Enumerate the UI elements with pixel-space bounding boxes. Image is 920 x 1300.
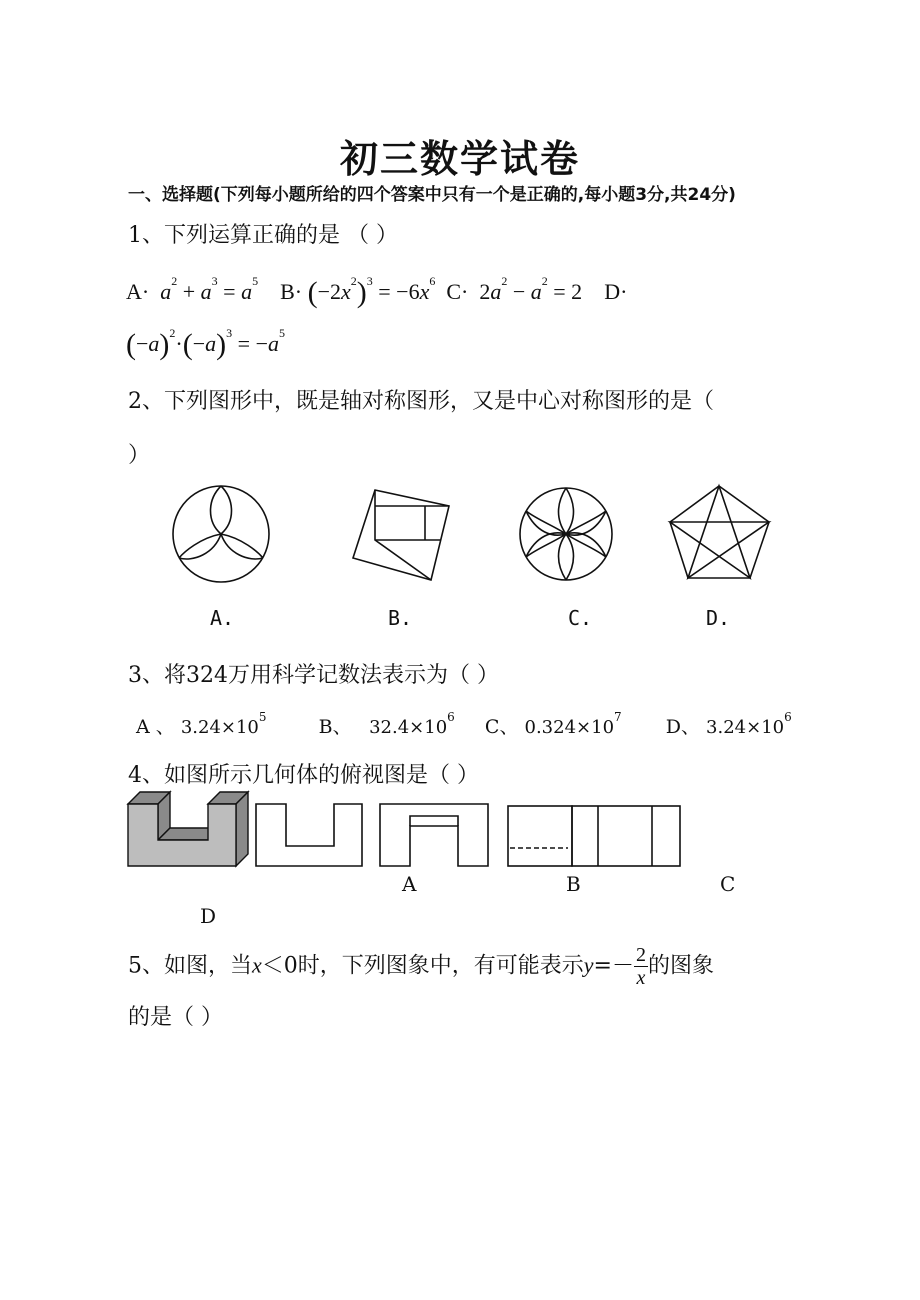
view-u-open-top [256,804,362,866]
question-5-stem-cont: 的是（ ） [128,1005,223,1030]
option-b-value: $32.4\times 10^6$ [369,710,455,738]
section-heading: 一、选择题(下列每小题所给的四个答案中只有一个是正确的,每小题3分,共24分) [128,185,736,205]
option-d-label: D· [604,279,628,304]
view-d-label: D [200,904,217,928]
question-2-stem-cont: ） [128,443,151,468]
solid-u-block [128,792,248,866]
question-3-stem: 3、将324万用科学记数法表示为（ ） [128,663,499,688]
figure-c-circle-six-petals [520,488,612,580]
view-b-label: B [566,872,581,896]
question-4-figures [126,788,686,870]
option-b-label: B· [280,279,303,304]
figure-c-label: C. [568,606,593,630]
view-c-label: C [720,872,736,896]
question-3-options-row [136,712,792,739]
option-d-value: $3.24\times 10^6$ [706,710,792,738]
option-a-label: A· [126,279,150,304]
option-b-expression: $(-2x^2)^3 = -6x^6$ [307,274,436,309]
figure-a-label: A. [210,606,235,630]
figure-b-label: B. [388,606,413,630]
figure-b-square-in-quad [353,490,449,580]
view-option-a [380,804,488,866]
option-c-expression: $2a^2 - a^2 = 2$ [473,274,583,304]
option-c-label: C· [446,279,469,304]
view-option-c [572,806,680,866]
option-a-expression: $a^2 + a^3 = a^5$ [160,274,259,304]
question-2-stem: 2、下列图形中，既是轴对称图形，又是中心对称图形的是（ [128,389,714,414]
question-4-stem: 4、如图所示几何体的俯视图是（ ） [128,763,479,788]
option-c-label: C、 [484,716,519,738]
option-d-label: D、 [665,716,700,738]
figure-d-label: D. [706,606,731,630]
question-1-stem: 1、下列运算正确的是 （ ） [128,223,398,248]
question-1-options-row [126,276,627,310]
option-c-value: $0.324\times 10^7$ [524,710,622,738]
figure-d-pentagon-star [670,486,769,578]
question-2-figures [160,482,800,586]
option-a-label: A 、 [136,716,175,738]
page-title: 初三数学试卷 [339,137,580,181]
view-option-b [508,806,572,866]
option-b-label: B、 [318,716,352,738]
option-d-expression: $(-a)^2\cdot(-a)^3 = -a^5$ [126,326,285,361]
figure-a-circle-three-arcs [173,486,269,582]
option-a-value: $3.24\times 10^5$ [180,710,267,738]
question-5-stem: 5、如图，当x＜0时，下列图象中，有可能表示y=－ $\frac{2}{x}$ 的图象 [128,944,714,989]
fraction-2-over-x: $\frac{2}{x}$ [635,944,646,989]
view-a-label: A [402,872,417,896]
